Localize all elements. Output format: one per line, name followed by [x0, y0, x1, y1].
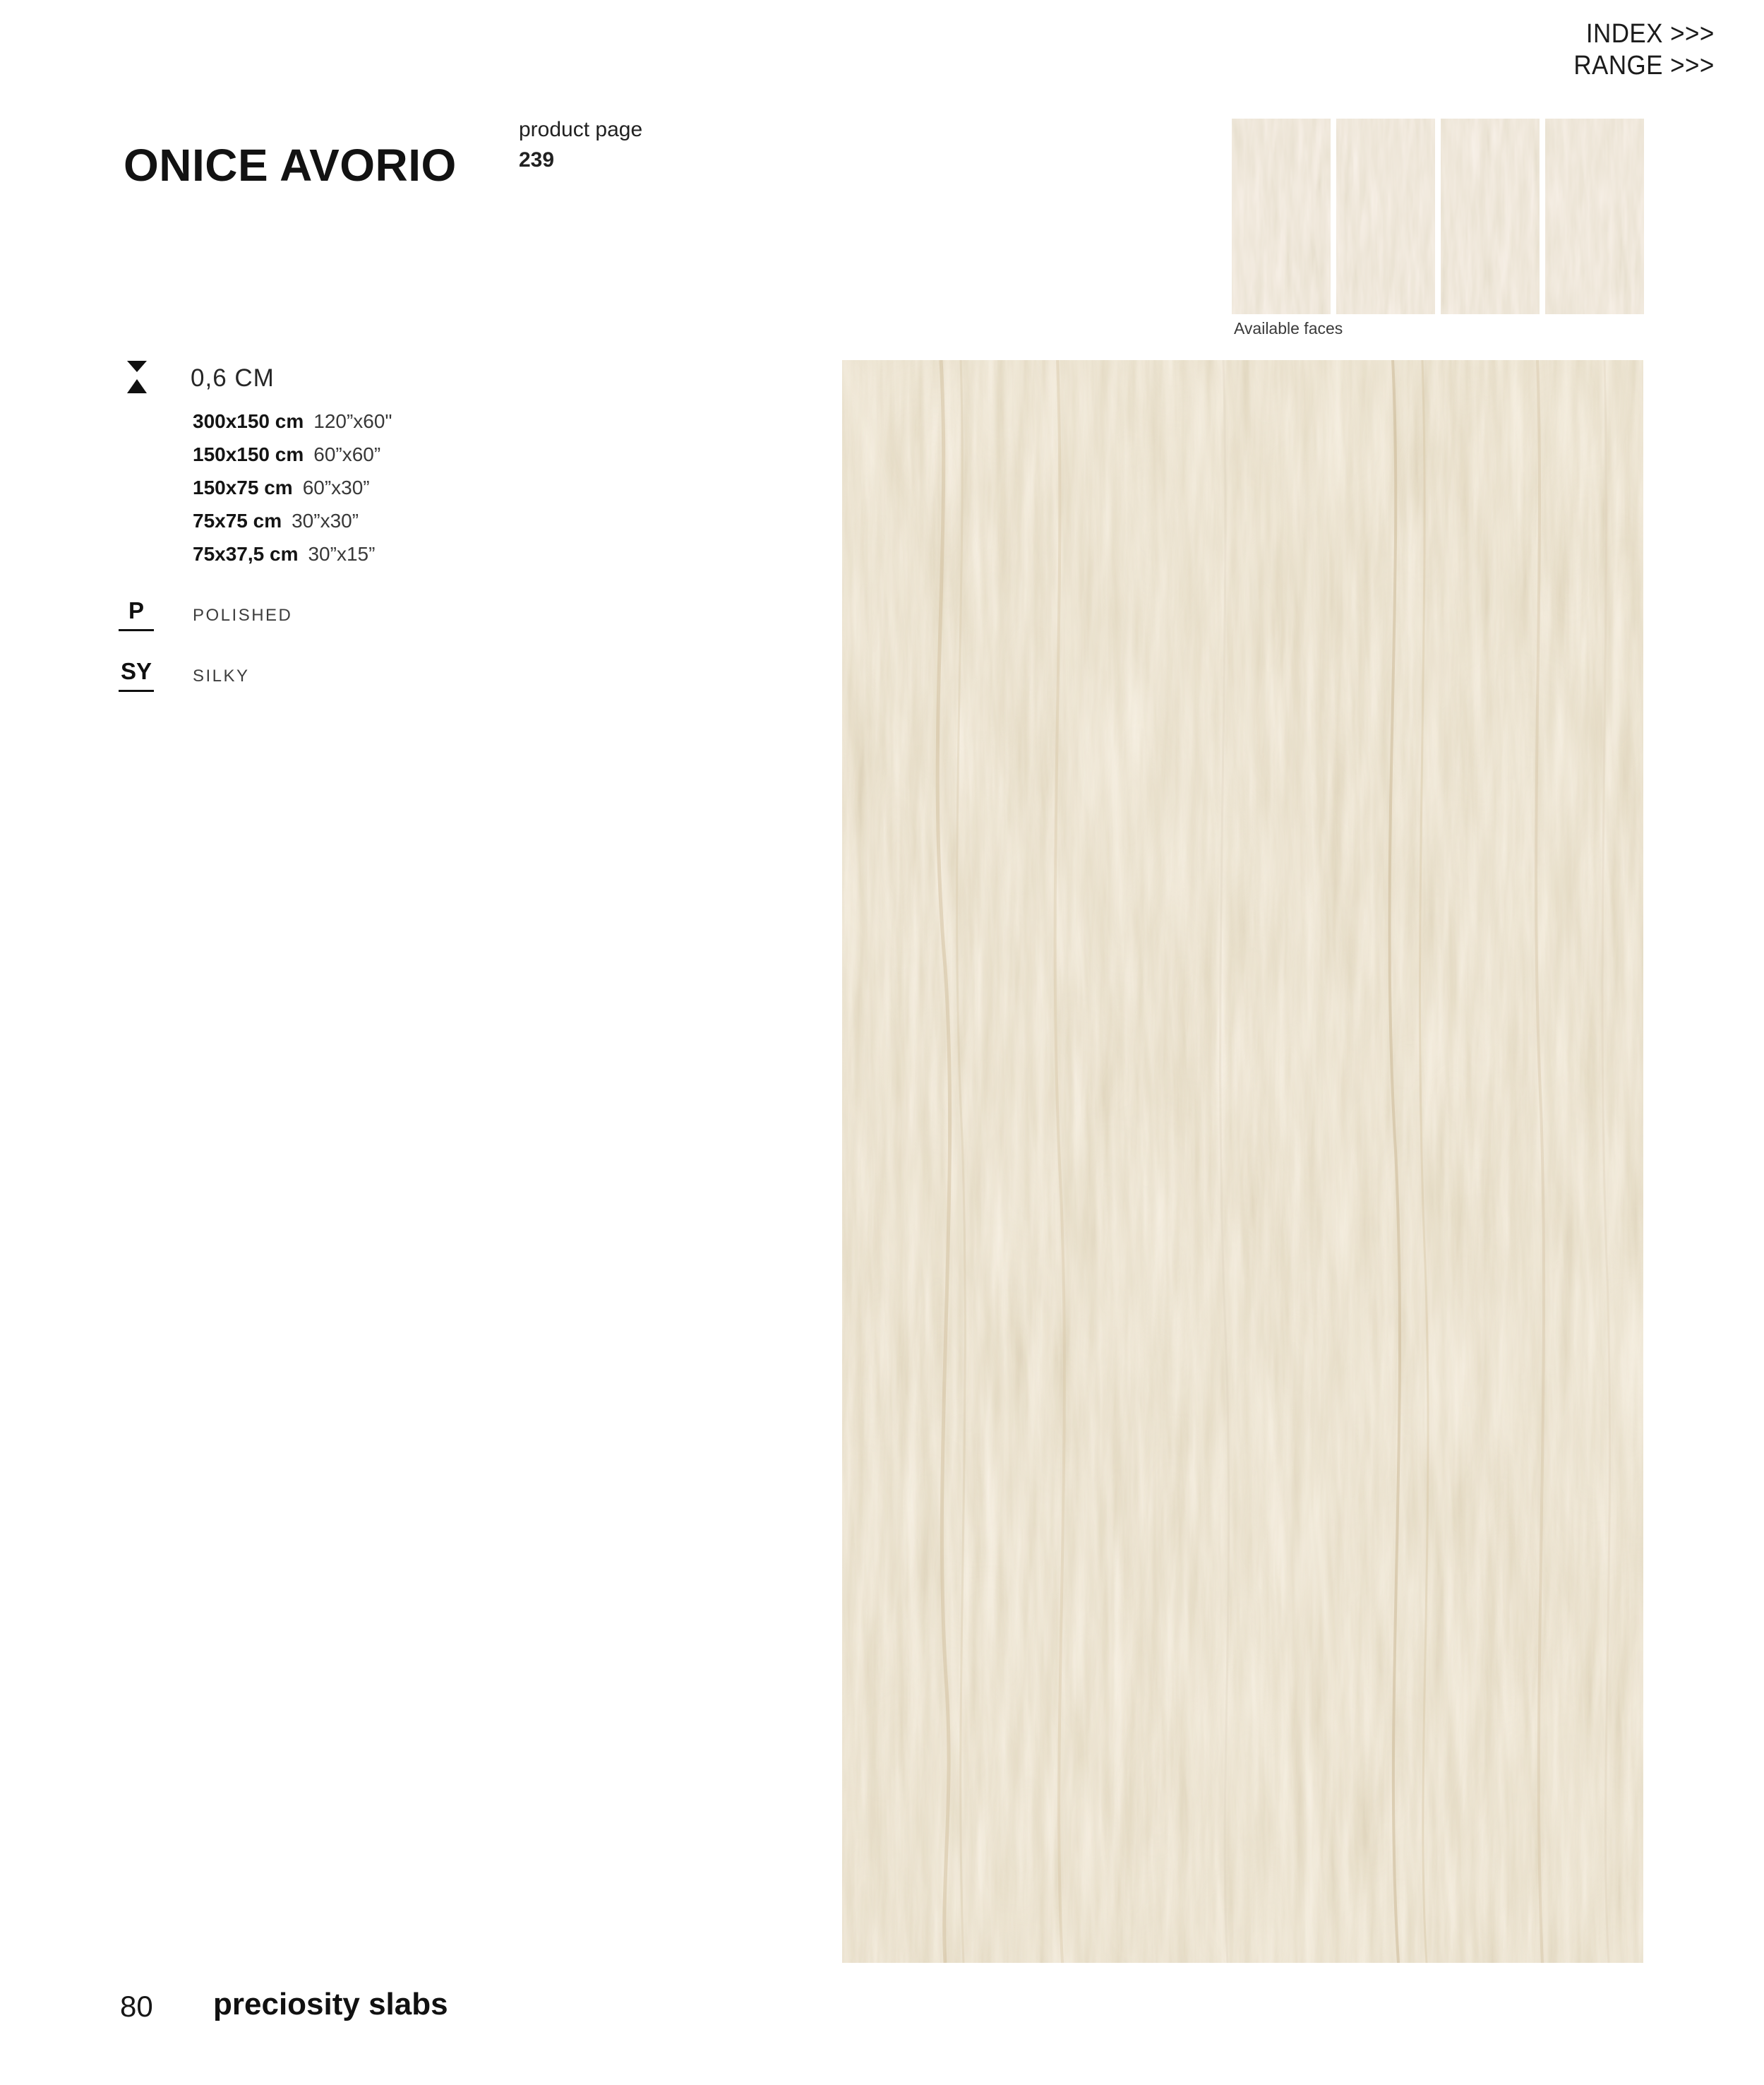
slab-image: [842, 360, 1643, 1963]
finish-code-polished: P: [119, 597, 154, 631]
size-row: [193, 443, 392, 477]
product-page-label: product page: [519, 118, 643, 141]
size-inches: 120”x60": [313, 410, 392, 432]
finish-code-silky: SY: [119, 658, 154, 692]
product-page-ref: [519, 114, 642, 175]
footer-collection-name: preciosity slabs: [213, 1987, 448, 2021]
size-cm: 75x75 cm: [193, 510, 282, 532]
size-row: [193, 410, 392, 443]
finish-label-polished: POLISHED: [193, 606, 293, 625]
thickness-value: 0,6 CM: [191, 364, 275, 392]
size-row: [193, 510, 392, 543]
product-page-number: 239: [519, 148, 555, 172]
sizes-list: [193, 410, 392, 576]
index-link[interactable]: INDEX >>>: [1586, 19, 1715, 49]
available-faces-caption: Available faces: [1234, 319, 1343, 337]
size-row: [193, 543, 392, 576]
page-title: ONICE AVORIO: [124, 139, 457, 191]
top-nav: [1561, 18, 1715, 82]
size-inches: 60”x30”: [302, 477, 370, 498]
size-inches: 30”x15”: [308, 543, 376, 565]
size-cm: 300x150 cm: [193, 410, 304, 432]
size-cm: 150x150 cm: [193, 443, 304, 465]
size-inches: 60”x60”: [313, 443, 381, 465]
size-row: [193, 477, 392, 510]
size-cm: 75x37,5 cm: [193, 543, 299, 565]
thickness-icon: [127, 361, 147, 393]
available-face-thumbnail: [1545, 119, 1644, 314]
size-cm: 150x75 cm: [193, 477, 293, 498]
available-face-thumbnail: [1232, 119, 1331, 314]
available-face-thumbnail: [1336, 119, 1435, 314]
finish-label-silky: SILKY: [193, 667, 250, 686]
footer-page-number: 80: [120, 1990, 153, 2023]
size-inches: 30”x30”: [292, 510, 359, 532]
range-link[interactable]: RANGE >>>: [1573, 51, 1715, 80]
available-face-thumbnail: [1441, 119, 1540, 314]
available-faces-strip: [1232, 119, 1644, 314]
